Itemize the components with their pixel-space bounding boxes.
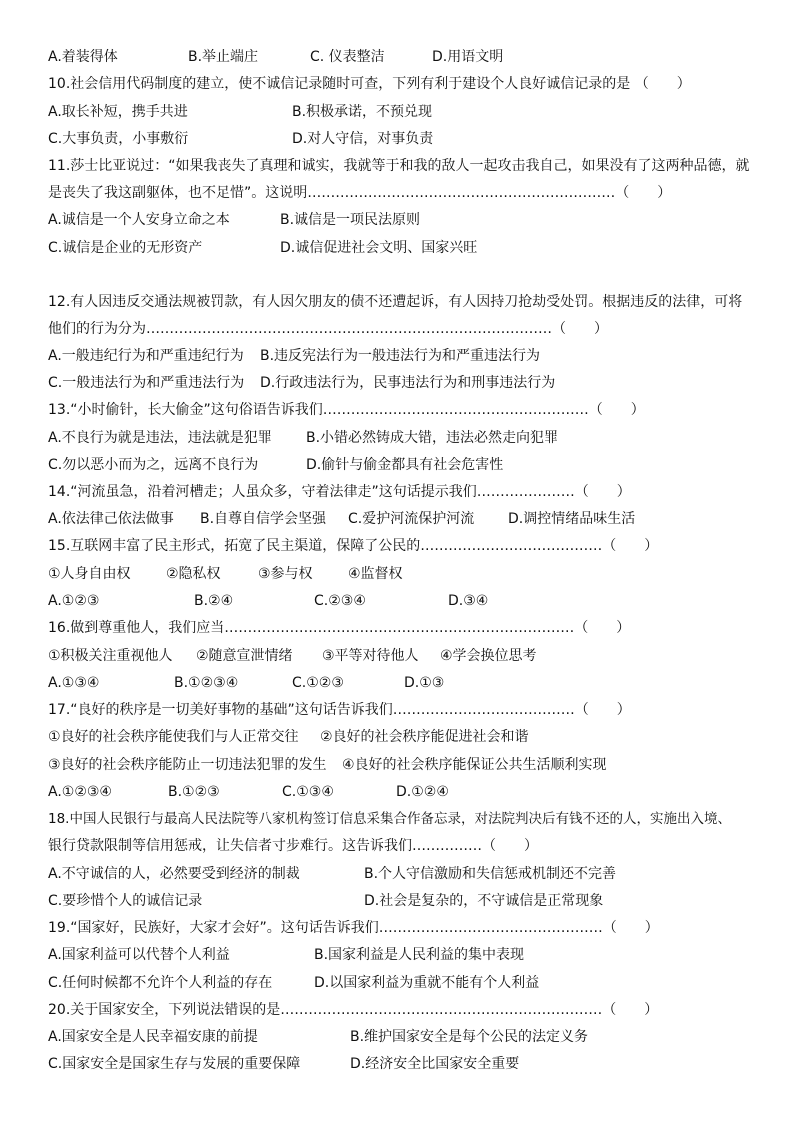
q19-option-b: B.国家利益是人民利益的集中表现 — [314, 947, 525, 963]
q13-option-d: D.偷针与偷金都具有社会危害性 — [306, 457, 504, 473]
q12-option-a: A.一般违纪行为和严重违纪行为 — [48, 348, 244, 364]
q20-option-a: A.国家安全是人民幸福安康的前提 — [48, 1029, 258, 1045]
q16-option-c: C.①②③ — [292, 675, 344, 691]
q19-option-c: C.任何时候都不允许个人利益的存在 — [48, 975, 273, 991]
q13-option-c: C.勿以恶小而为之，远离不良行为 — [48, 457, 259, 473]
q17-item-2: ②良好的社会秩序能促进社会和谐 — [320, 729, 529, 745]
q14-stem: 14.“河流虽急，沿着河槽走；人虽众多，守着法律走”这句话提示我们…………………（ ） — [48, 484, 631, 500]
q14-option-b: B.自尊自信学会坚强 — [200, 511, 327, 527]
q15-option-c: C.②③④ — [314, 593, 366, 609]
q20-option-d: D.经济安全比国家安全重要 — [350, 1056, 520, 1072]
q18-option-c: C.要珍惜个人的诚信记录 — [48, 893, 203, 909]
q17-item-3: ③良好的社会秩序能防止一切违法犯罪的发生 — [48, 757, 327, 773]
q13-option-b: B.小错必然铸成大错，违法必然走向犯罪 — [306, 430, 559, 446]
q19-option-d: D.以国家利益为重就不能有个人利益 — [314, 975, 540, 991]
q17-option-c: C.①③④ — [282, 784, 334, 800]
q15-option-b: B.②④ — [194, 593, 234, 609]
q16-stem: 16.做到尊重他人，我们应当…………………………………………………………………（ ） — [48, 620, 631, 636]
q11-stem-line2: 是丧失了我这副躯体，也不足惜”。这说明…………………………………………………………（ ） — [48, 185, 672, 201]
q18-option-d: D.社会是复杂的，不守诚信是正常现象 — [364, 893, 604, 909]
q16-item-1: ①积极关注重视他人 — [48, 648, 173, 664]
q16-option-d: D.①③ — [404, 675, 445, 691]
q15-item-4: ④监督权 — [348, 566, 403, 582]
q10-option-a: A.取长补短，携手共进 — [48, 104, 188, 120]
q14-option-d: D.调控情绪品味生活 — [508, 511, 636, 527]
q11-option-c: C.诚信是企业的无形资产 — [48, 240, 203, 256]
q17-option-d: D.①②④ — [396, 784, 449, 800]
q20-stem: 20.关于国家安全，下列说法错误的是……………………………………………………………（ ） — [48, 1002, 659, 1018]
q12-stem-line2: 他们的行为分为……………………………………………………………………………（ ） — [48, 321, 608, 337]
q15-stem: 15.互联网丰富了民主形式，拓宽了民主渠道，保障了公民的…………………………………（ ） — [48, 538, 659, 554]
q10-option-d: D.对人守信，对事负责 — [292, 131, 434, 147]
q20-option-c: C.国家安全是国家生存与发展的重要保障 — [48, 1056, 301, 1072]
q13-stem: 13.“小时偷针，长大偷金”这句俗语告诉我们…………………………………………………（ ） — [48, 402, 645, 418]
q9-option-c: C. 仪表整洁 — [310, 49, 385, 65]
q18-option-a: A.不守诚信的人，必然要受到经济的制裁 — [48, 866, 300, 882]
q18-stem-line2: 银行贷款限制等信用惩戒，让失信者寸步难行。这告诉我们……………（ ） — [48, 838, 538, 854]
q15-item-1: ①人身自由权 — [48, 566, 131, 582]
q12-option-b: B.违反宪法行为一般违法行为和严重违法行为 — [260, 348, 541, 364]
q17-stem: 17.“良好的秩序是一切美好事物的基础”这句话告诉我们…………………………………（ ） — [48, 702, 631, 718]
q17-option-b: B.①②③ — [168, 784, 220, 800]
q18-option-b: B.个人守信激励和失信惩戒机制还不完善 — [364, 866, 617, 882]
q11-option-b: B.诚信是一项民法原则 — [280, 212, 421, 228]
q9-option-a: A.着装得体 — [48, 49, 118, 65]
q15-option-d: D.③④ — [448, 593, 489, 609]
q10-stem: 10.社会信用代码制度的建立，使不诚信记录随时可查，下列有利于建设个人良好诚信记录的是 （ ） — [48, 76, 691, 92]
q17-item-4: ④良好的社会秩序能保证公共生活顺利实现 — [342, 757, 607, 773]
q17-item-1: ①良好的社会秩序能使我们与人正常交往 — [48, 729, 299, 745]
q20-option-b: B.维护国家安全是每个公民的法定义务 — [350, 1029, 589, 1045]
q10-option-c: C.大事负责，小事敷衍 — [48, 131, 189, 147]
q12-option-d: D.行政违法行为，民事违法行为和刑事违法行为 — [260, 375, 556, 391]
q12-option-c: C.一般违法行为和严重违法行为 — [48, 375, 245, 391]
q19-option-a: A.国家利益可以代替个人利益 — [48, 947, 230, 963]
q10-option-b: B.积极承诺，不预兑现 — [292, 104, 433, 120]
q11-option-a: A.诚信是一个人安身立命之本 — [48, 212, 230, 228]
q12-stem-line1: 12.有人因违反交通法规被罚款，有人因欠朋友的债不还遭起诉，有人因持刀抢劫受处罚。根据违反的法律，可将 — [48, 294, 743, 310]
q17-option-a: A.①②③④ — [48, 784, 112, 800]
q18-stem-line1: 18.中国人民银行与最高人民法院等八家机构签订信息采集合作备忘录，对法院判决后有钱不还的人，实施出入境、 — [48, 811, 731, 827]
q14-option-a: A.依法律己依法做事 — [48, 511, 174, 527]
q16-item-2: ②随意宣泄情绪 — [196, 648, 293, 664]
q11-option-d: D.诚信促进社会文明、国家兴旺 — [280, 240, 478, 256]
q9-option-d: D.用语文明 — [432, 49, 504, 65]
q11-stem-line1: 11.莎士比亚说过：“如果我丧失了真理和诚实，我就等于和我的敌人一起攻击我自己，如果没有了这两种品德，就 — [48, 158, 750, 174]
q15-item-3: ③参与权 — [258, 566, 313, 582]
q16-option-a: A.①③④ — [48, 675, 100, 691]
q16-item-3: ③平等对待他人 — [322, 648, 419, 664]
q15-option-a: A.①②③ — [48, 593, 100, 609]
q9-option-b: B.举止端庄 — [188, 49, 259, 65]
q15-item-2: ②隐私权 — [166, 566, 221, 582]
q13-option-a: A.不良行为就是违法，违法就是犯罪 — [48, 430, 272, 446]
q14-option-c: C.爱护河流保护河流 — [348, 511, 475, 527]
q19-stem: 19.“国家好，民族好，大家才会好”。这句话告诉我们…………………………………………（ ） — [48, 920, 659, 936]
q16-item-4: ④学会换位思考 — [440, 648, 537, 664]
q16-option-b: B.①②③④ — [174, 675, 239, 691]
